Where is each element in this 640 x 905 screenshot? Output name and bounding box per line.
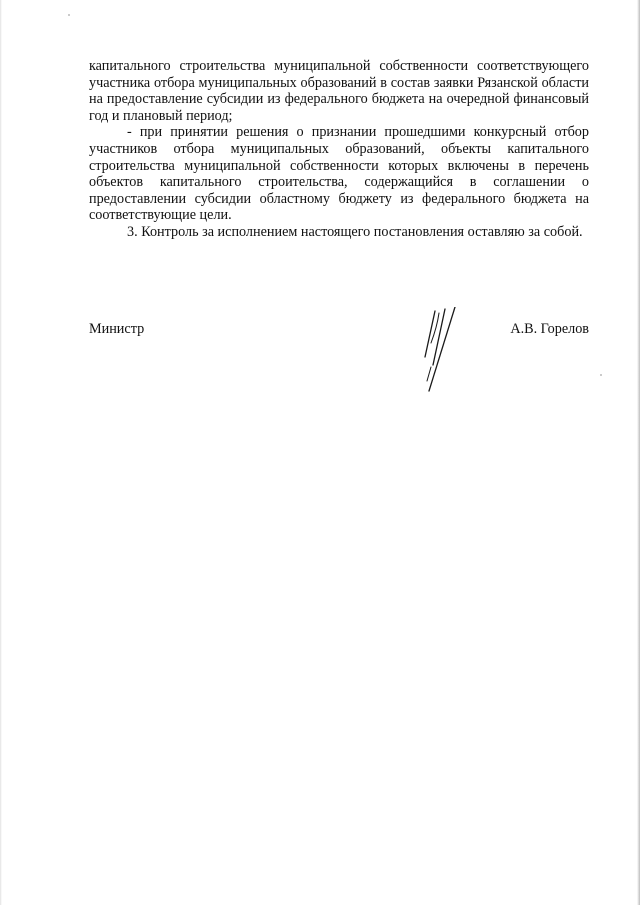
scan-speck bbox=[68, 14, 70, 16]
paragraph-continuation: капитального строительства муниципальной собственности соответствующего участника отбора муниципальных образований в состав заявки Рязанской области на предоставление субсидии из федерального бюджета на очередной финансовый год и плановый период; bbox=[89, 58, 589, 124]
signature-block bbox=[89, 321, 589, 411]
signatory-position: Министр bbox=[89, 321, 145, 337]
scan-speck bbox=[600, 374, 602, 376]
scan-edge-left bbox=[0, 0, 2, 905]
signatory-name: А.В. Горелов bbox=[510, 321, 589, 337]
paragraph-item-3: 3. Контроль за исполнением настоящего постановления оставляю за собой. bbox=[127, 223, 583, 240]
handwritten-signature bbox=[419, 307, 469, 407]
paragraph-bullet-recognition: - при принятии решения о признании прошедшими конкурсный отбор участников отбора муниципальных образований, объекты капитального строительства муниципальной собственности которых включены в перечень объектов капитального строительства, содержащийся в соглашении о предоставлении субсидии областному бюджету из федерального бюджета на соответствующие цели. bbox=[89, 124, 589, 224]
document-body bbox=[89, 58, 589, 241]
